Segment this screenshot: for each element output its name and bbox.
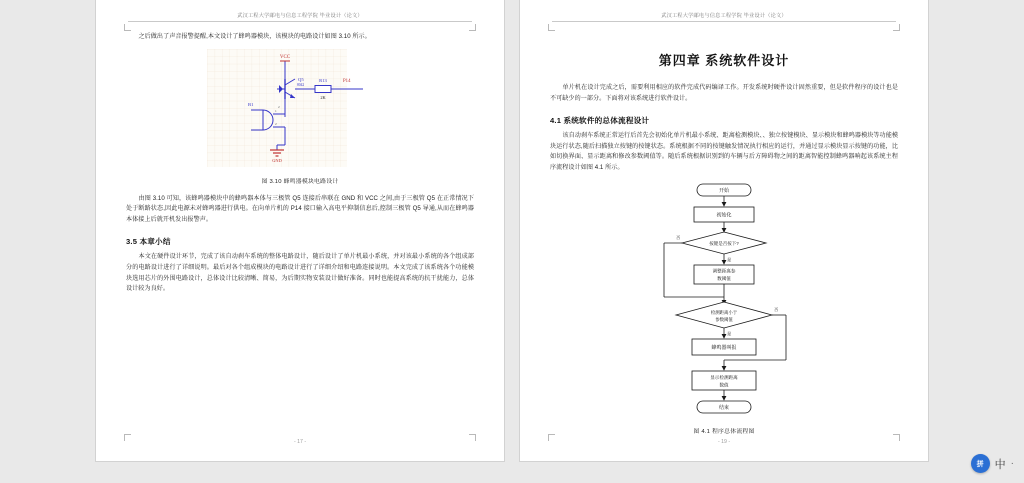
- ime-logo-icon[interactable]: 拼: [971, 454, 990, 473]
- flow-node-init: 初始化: [716, 212, 732, 219]
- crop-mark-top-left-right-page: [548, 24, 555, 31]
- circuit-label-r13: R13: [319, 77, 327, 83]
- section-heading-4-1: 4.1 系统软件的总体流程设计: [550, 116, 650, 126]
- figure-caption-4-1: 图 4.1 程序总体流程图: [693, 428, 755, 435]
- ime-mode-label[interactable]: 中: [994, 458, 1006, 471]
- circuit-svg: [185, 49, 415, 167]
- crop-mark-top-right: [469, 24, 476, 31]
- circuit-label-transistor-part: 8042: [297, 82, 305, 87]
- flow-node-distance-check-line2: 参数阈值: [715, 316, 733, 322]
- paragraph-software-intro: 单片机在设计完成之后，需要利用相应的软件完成代码编译工作。开发系统时硬件设计固然重要，但是软件程序的设计也是不可缺少的一部分。下面将对该系统进行软件设计。: [550, 84, 898, 102]
- flow-node-show-line1: 显示检测距离: [710, 374, 738, 380]
- running-header-right: 武汉工程大学邮电与信息工程学院 毕业设计（论文）: [552, 12, 896, 22]
- crop-mark-top-left: [124, 24, 131, 31]
- flowchart-svg-bottom: [624, 360, 824, 422]
- circuit-pin-label-2: 2: [275, 121, 277, 126]
- flow-node-adjust-line1: 调整距离参: [712, 268, 736, 274]
- circuit-label-p14: P14: [343, 78, 351, 84]
- flow-node-show-line2: 数值: [719, 382, 729, 388]
- flow-node-adjust-line2: 数阈值: [717, 275, 731, 281]
- flowchart-svg: [624, 182, 824, 374]
- ime-separator-icon: ·: [1010, 458, 1014, 469]
- flow-node-buzzer: 蜂鸣器叫报: [711, 344, 737, 351]
- document-page-left[interactable]: [96, 0, 504, 461]
- circuit-label-gnd: GND: [272, 157, 282, 163]
- document-page-right[interactable]: [520, 0, 928, 461]
- flow-branch-no-2: 否: [774, 306, 779, 312]
- circuit-pin-label-a: 2: [278, 104, 280, 109]
- flow-node-end: 结束: [718, 404, 730, 411]
- scrollbar[interactable]: [1018, 0, 1024, 483]
- running-header-left: 武汉工程大学邮电与信息工程学院 毕业设计（论文）: [128, 12, 472, 22]
- flow-node-key-check: 按键是否按下?: [709, 240, 739, 246]
- crop-mark-top-right-right-page: [893, 24, 900, 31]
- flow-node-start: 开始: [718, 187, 730, 194]
- circuit-pin-label-1: 1: [275, 108, 277, 113]
- page-body-left: [122, 22, 478, 295]
- paragraph-buzzer-explain: 由图 3.10 可知，该蜂鸣器模块中的蜂鸣器本体与三极管 Q5 连接后串联在 GND 和 VCC 之间,由于三极管 Q5 在正常情况下处于断路状态,因此电源未对蜂鸣器进行供电。在向单片机的 P14 接口输入高电平抑制信息后,控制三极管 Q5 导通,从而在蜂鸣器本体接上后就开机发出报警声。: [126, 194, 474, 223]
- circuit-label-b1: B1: [248, 101, 254, 107]
- circuit-label-resistor-value: 2K: [320, 94, 326, 100]
- page-number-right: - 19 -: [717, 439, 731, 445]
- flow-branch-yes-2: 是: [727, 330, 732, 336]
- paragraph-buzzer-intro: 之后做出了声音报警提醒,本文设计了蜂鸣器模块，该模块的电路设计如图 3.10 所示。: [138, 33, 371, 40]
- ime-indicator[interactable]: [971, 454, 1014, 473]
- page-number-left: - 17 -: [293, 439, 307, 445]
- page-body-right: [546, 22, 902, 435]
- circuit-label-q5: Q5: [298, 76, 304, 82]
- paragraph-chapter-summary: 本文在硬件设计环节，完成了该自动刹车系统的整体电路设计，随后设计了单片机最小系统，并对该最小系统的各个组成部分的电路设计进行了详细说明。最后对各个组成模块的电路设计进行了详细介绍和电路连接说明。本文完成了该系统各个功能模块选用芯片的外围电路设计，总体设计比较清晰、简易，为后期实物安装设计做好准备。同时也能提高系统的抗干扰能力，总体设计较为良好。: [126, 253, 474, 293]
- paragraph-flow-description: 该自动刹车系统正常运行后首先会初始化单片机最小系统、距离检测模块、、独立按键模块、显示模块和蜂鸣器模块等功能模块运行状态,随后扫描独立按键的按键状态。系统根据不同的按键触发情况执行相应的运行，并通过显示模块显示按键的功能，比如切换界面、显示距离和修改参数阈值等。随后系统根据识别到的车辆与后方障碍物之间的距离智能控制蜂鸣器响起该系统主程序流程设计如图 4.1 所示。: [550, 132, 898, 171]
- flow-node-distance-check-line1: 检测距离小于: [710, 309, 738, 315]
- circuit-label-vcc: VCC: [279, 54, 291, 60]
- section-heading-3-5: 3.5 本章小结: [126, 237, 171, 247]
- figure-circuit-schematic: [126, 49, 474, 171]
- figure-flowchart: [550, 182, 898, 411]
- figure-caption-3-10: 图 3.10 蜂鸣器模块电路设计: [261, 178, 339, 185]
- chapter-title-4: 第四章 系统软件设计: [658, 53, 790, 68]
- flow-branch-no-1: 否: [676, 234, 681, 240]
- flow-branch-yes-1: 是: [727, 256, 732, 262]
